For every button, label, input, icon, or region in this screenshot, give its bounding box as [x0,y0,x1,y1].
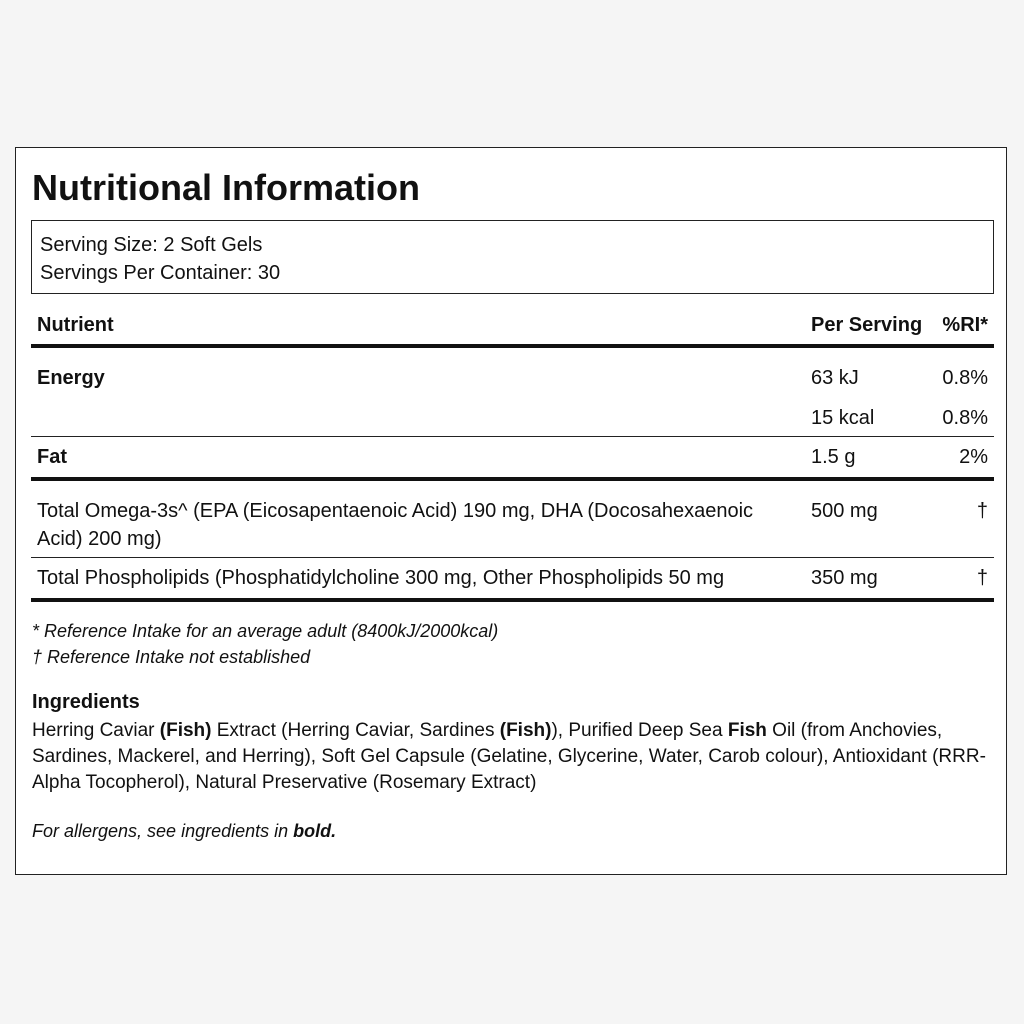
footnotes [32,618,498,670]
table-row-omega [31,481,994,558]
nutrition-table [31,306,994,602]
fat-ri: 2% [959,446,988,468]
allergen-highlight: Fish [727,720,767,741]
phospholipids-label: Total Phospholipids (Phosphatidylcholine 300 mg, Other Phospholipids 50 mg [37,567,725,589]
energy-label: Energy [37,367,105,389]
ingredients-part: Extract (Herring Caviar, Sardines [211,720,500,741]
phospholipids-ri: † [976,567,988,589]
omega-per-serving: 500 mg [811,500,878,522]
allergen-note-text: For allergens, see ingredients in [32,821,294,841]
ingredients-part: ), Purified Deep Sea [551,720,728,741]
nutrition-panel [15,147,1007,875]
header-per-serving: Per Serving [811,314,923,336]
fat-per-serving: 1.5 g [811,446,856,468]
ingredients-part: Herring Caviar [32,720,160,741]
energy-kcal-ri: 0.8% [942,407,988,429]
footnote-not-established: † Reference Intake not established [32,647,311,667]
servings-per-container: Servings Per Container: 30 [40,262,281,284]
allergen-highlight: (Fish) [159,720,212,741]
header-nutrient: Nutrient [37,314,114,336]
serving-size: Serving Size: 2 Soft Gels [40,234,263,256]
allergen-note-bold: bold. [293,821,337,841]
table-row-energy [31,348,994,437]
ingredients-text [32,718,992,796]
energy-kj-ri: 0.8% [942,367,988,389]
table-row-fat [31,437,994,481]
omega-label: Total Omega-3s^ (EPA (Eicosapentaenoic Acid) 190 mg, DHA (Docosahexaenoic Acid) 200 mg) [37,500,754,550]
header-ri: %RI* [942,314,988,336]
omega-ri: † [976,500,988,522]
footnote-ri: * Reference Intake for an average adult (8400kJ/2000kcal) [32,621,499,641]
table-header [31,306,994,348]
allergen-note [32,818,336,844]
serving-info-box [31,220,994,294]
ingredients-part: Oil (from Anchovies, Sardines, Mackerel, and Herring), Soft Gel Capsule (Gelatine, Glycerine, Water, Carob colour), Antioxidant (RRR-Alpha Tocopherol), Natural Preservative (Rosemary Extract) [32,720,986,793]
phospholipids-per-serving: 350 mg [811,567,878,589]
table-row-phospholipids [31,558,994,602]
energy-kcal: 15 kcal [811,407,875,429]
fat-label: Fat [37,446,67,468]
page-title: Nutritional Information [32,167,420,208]
ingredients-title: Ingredients [32,691,140,713]
allergen-highlight: (Fish) [499,720,552,741]
energy-kj: 63 kJ [811,367,859,389]
